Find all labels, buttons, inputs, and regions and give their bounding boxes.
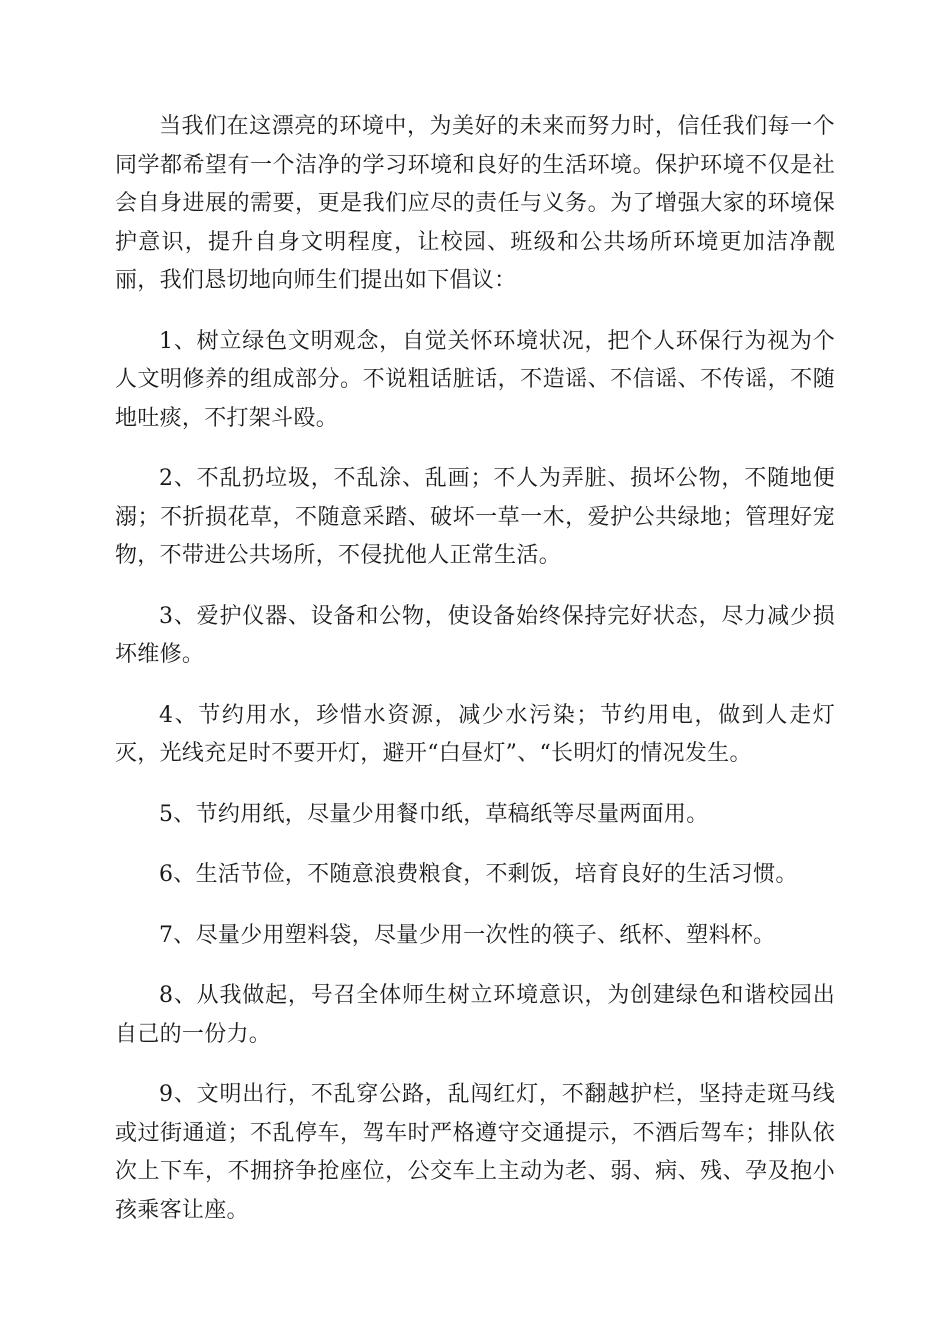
proposal-item-3: 3、爱护仪器、设备和公物，使设备始终保持完好状态，尽力减少损坏维修。: [115, 603, 835, 667]
proposal-item-9: 9、文明出行，不乱穿公路，乱闯红灯，不翻越护栏，坚持走斑马线或过街通道；不乱停车，驾车时严格遵守交通提示，不酒后驾车；排队依次上下车，不拥挤争抢座位，公交车上主动为老、弱、病、残、孕及抱小孩乘客让座。: [115, 1082, 835, 1223]
proposal-item-2: 2、不乱扔垃圾，不乱涂、乱画；不人为弄脏、损坏公物，不随地便溺；不折损花草，不随意采踏、破坏一草一木，爱护公共绿地；管理好宠物，不带进公共场所，不侵扰他人正常生活。: [115, 466, 835, 568]
proposal-item-7: 7、尽量少用塑料袋，尽量少用一次性的筷子、纸杯、塑料杯。: [159, 922, 776, 948]
proposal-item-1: 1、树立绿色文明观念，自觉关怀环境状况，把个人环保行为视为个人文明修养的组成部分。不说粗话脏话，不造谣、不信谣、不传谣，不随地吐痰，不打架斗殴。: [115, 328, 835, 431]
intro-paragraph: 当我们在这漂亮的环境中，为美好的未来而努力时，信任我们每一个同学都希望有一个洁净的学习环境和良好的生活环境。保护环境不仅是社会自身进展的需要，更是我们应尽的责任与义务。为了增强大家的环境保护意识，提升自身文明程度，让校园、班级和公共场所环境更加洁净靓丽，我们恳切地向师生们提出如下倡议：: [115, 114, 835, 293]
proposal-item-6: 6、生活节俭，不随意浪费粮食，不剩饭，培育良好的生活习惯。: [159, 862, 798, 887]
proposal-item-5: 5、节约用纸，尽量少用餐巾纸，草稿纸等尽量两面用。: [159, 801, 709, 827]
proposal-item-8: 8、从我做起，号召全体师生树立环境意识，为创建绿色和谐校园出自己的一份力。: [115, 983, 835, 1047]
proposal-item-4: 4、节约用水，珍惜水资源，减少水污染；节约用电，做到人走灯灭，光线充足时不要开灯，避开“白昼灯”、“长明灯的情况发生。: [115, 702, 835, 766]
